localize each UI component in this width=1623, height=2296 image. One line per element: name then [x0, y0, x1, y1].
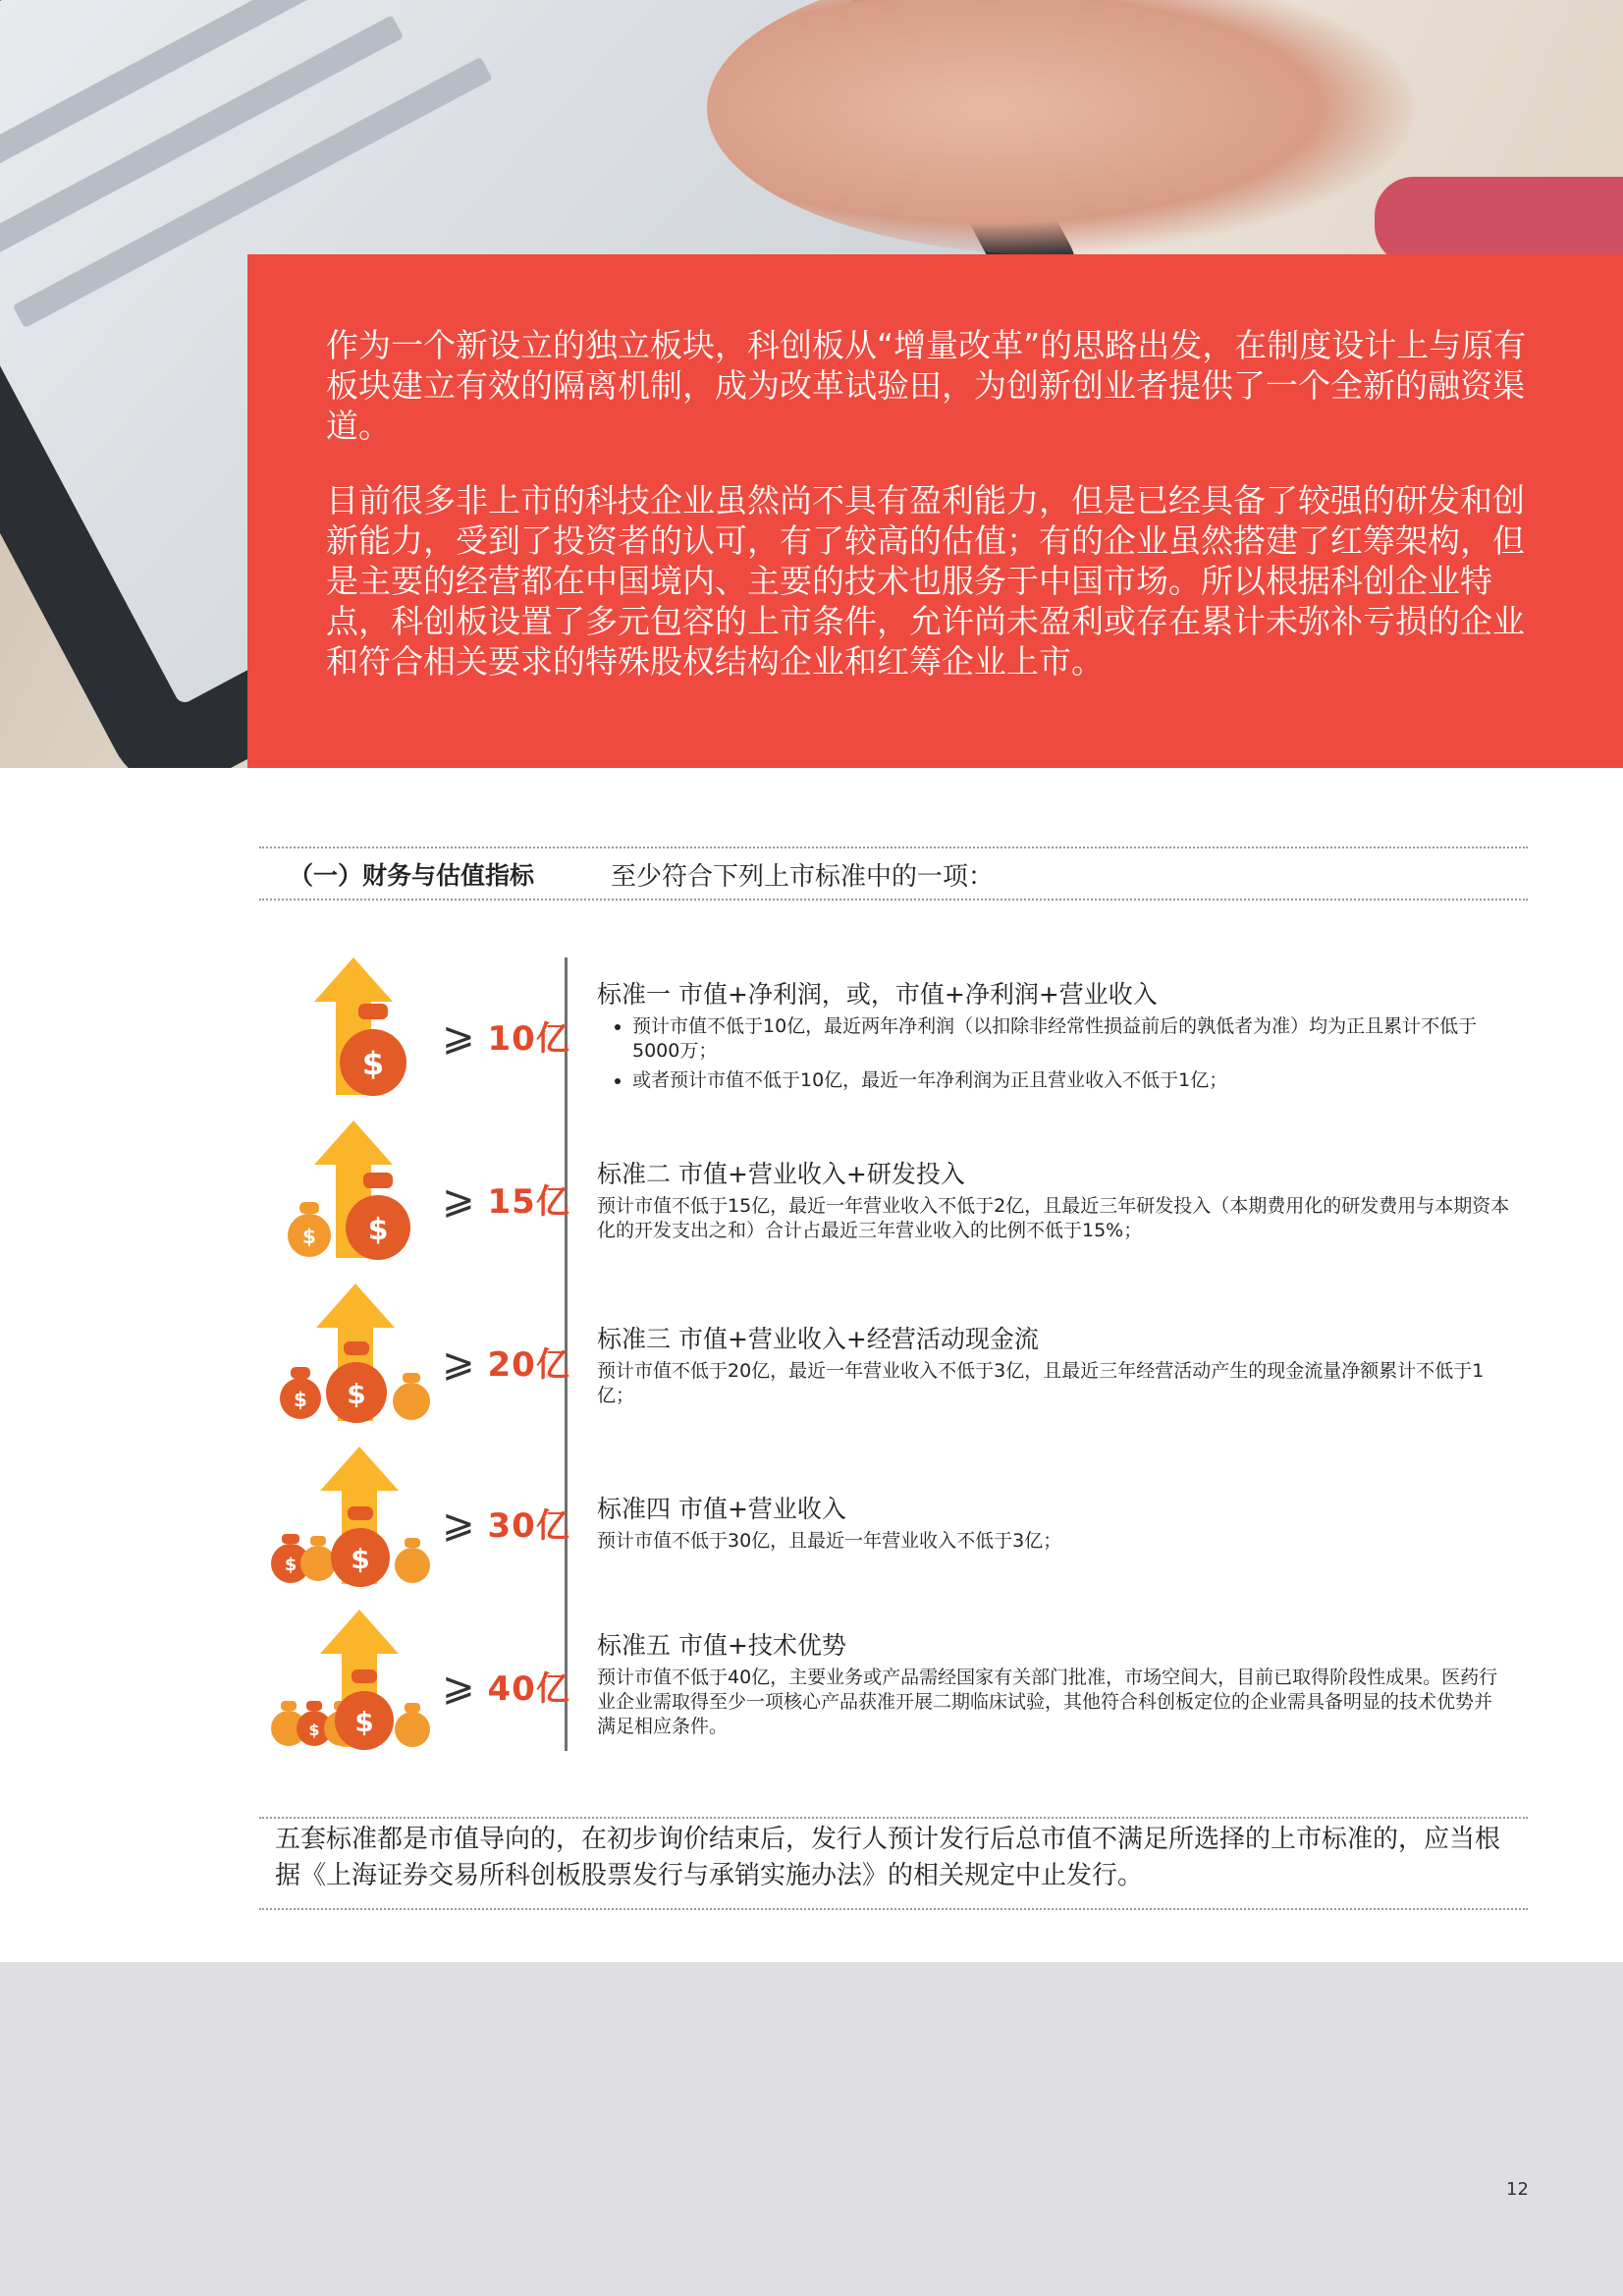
- svg-text:$: $: [351, 1543, 370, 1575]
- svg-text:$: $: [367, 1213, 389, 1247]
- intro-box: [247, 254, 1623, 768]
- money-arrow-icon: [285, 1116, 432, 1263]
- ge-symbol: ⩾: [442, 1665, 476, 1710]
- money-bag-icon: [326, 1341, 387, 1423]
- svg-text:$: $: [302, 1225, 316, 1248]
- money-bag-icon: [331, 1506, 390, 1587]
- page-number: 12: [1506, 2179, 1529, 2200]
- screen-bar: [0, 0, 471, 190]
- money-arrow-icon: [285, 953, 432, 1100]
- dotted-divider: [259, 1908, 1528, 1910]
- standard-4: [597, 1490, 1510, 1554]
- standard-title: 标准一 市值+净利润，或，市值+净利润+营业收入: [597, 980, 1158, 1009]
- standard-body: 预计市值不低于40亿，主要业务或产品需经国家有关部门批准，市场空间大，目前已取得阶段性成果。医药行业企业需取得至少一项核心产品获准开展二期临床试验，其他符合科创板定位的企业需具备明显的技术优势并满足相应条件。: [597, 1667, 1498, 1737]
- footer-band: [0, 1962, 1623, 2296]
- svg-text:$: $: [294, 1388, 307, 1411]
- money-arrow-icon: [269, 1605, 436, 1752]
- standard-bullet: • 预计市值不低于10亿，最近两年净利润（以扣除非经常性损益前后的孰低者为准）均为正且累计不低于5000万；: [632, 1014, 1510, 1064]
- dotted-divider: [259, 899, 1528, 901]
- svg-text:$: $: [347, 1378, 366, 1410]
- money-bag-icon: [288, 1202, 331, 1257]
- svg-text:$: $: [361, 1045, 385, 1082]
- threshold-value: 10亿: [487, 1019, 570, 1059]
- standard-3: [597, 1320, 1510, 1408]
- standard-title: 标准五 市值+技术优势: [597, 1631, 846, 1660]
- intro-paragraph-1: 作为一个新设立的独立板块，科创板从“增量改革”的思路出发，在制度设计上与原有板块建立有效的隔离机制，成为改革试验田，为创新创业者提供了一个全新的融资渠道。: [326, 326, 1527, 445]
- intro-paragraph-2: 目前很多非上市的科技企业虽然尚不具有盈利能力，但是已经具备了较强的研发和创新能力，受到了投资者的认可，有了较高的估值；有的企业虽然搭建了红筹架构，但是主要的经营都在中国境内、主要的技术也服务于中国市场。所以根据科创企业特点，科创板设置了多元包容的上市条件，允许尚未盈利或存在累计未弥补亏损的企业和符合相关要求的特殊股权结构企业和红筹企业上市。: [326, 481, 1525, 681]
- standard-1: [597, 975, 1510, 1098]
- dotted-divider: [259, 847, 1528, 848]
- standard-body: 预计市值不低于30亿，且最近一年营业收入不低于3亿；: [597, 1530, 1062, 1552]
- ge-symbol: ⩾: [442, 1340, 476, 1386]
- summary-text: 五套标准都是市值导向的，在初步询价结束后，发行人预计发行后总市值不满足所选择的上市标准的，应当根据《上海证券交易所科创板股票发行与承销实施办法》的相关规定中止发行。: [275, 1825, 1501, 1890]
- standard-title: 标准三 市值+营业收入+经营活动现金流: [597, 1325, 1039, 1353]
- standard-title: 标准二 市值+营业收入+研发投入: [597, 1160, 965, 1188]
- threshold-value: 20亿: [487, 1345, 570, 1385]
- ge-symbol: ⩾: [442, 1014, 476, 1060]
- market-cap-threshold: [442, 1011, 570, 1060]
- ge-symbol: ⩾: [442, 1502, 476, 1547]
- ge-symbol: ⩾: [442, 1177, 476, 1223]
- dotted-divider: [259, 1817, 1528, 1819]
- money-bag-icon: [300, 1536, 336, 1581]
- standard-body: 预计市值不低于15亿，最近一年营业收入不低于2亿，且最近三年研发投入（本期费用化的研发费用与本期资本化的开发支出之和）合计占最近三年营业收入的比例不低于15%；: [597, 1195, 1510, 1241]
- svg-text:$: $: [308, 1721, 320, 1739]
- money-bag-icon: [395, 1703, 430, 1747]
- market-cap-threshold: [442, 1338, 570, 1386]
- standard-body: 预计市值不低于20亿，最近一年营业收入不低于3亿，且最近三年经营活动产生的现金流量净额累计不低于1亿；: [597, 1360, 1485, 1406]
- money-arrow-icon: [277, 1279, 434, 1426]
- standard-bullet: • 或者预计市值不低于10亿，最近一年净利润为正且营业收入不低于1亿；: [632, 1068, 1510, 1093]
- standard-5: [597, 1626, 1510, 1739]
- sleeve-image: [1375, 177, 1623, 265]
- market-cap-threshold: [442, 1175, 570, 1223]
- money-bag-icon: [393, 1373, 430, 1420]
- svg-text:$: $: [354, 1706, 374, 1738]
- standard-bullets: [597, 1014, 1510, 1093]
- svg-text:$: $: [284, 1555, 298, 1575]
- section-heading: （一）财务与估值指标: [289, 861, 535, 890]
- standard-title: 标准四 市值+营业收入: [597, 1495, 846, 1523]
- threshold-value: 40亿: [487, 1669, 570, 1709]
- threshold-value: 15亿: [487, 1182, 570, 1222]
- section-subheading: 至少符合下列上市标准中的一项：: [611, 862, 995, 892]
- money-arrow-icon: [269, 1442, 436, 1589]
- money-bag-icon: [395, 1538, 430, 1583]
- market-cap-threshold: [442, 1499, 570, 1547]
- threshold-value: 30亿: [487, 1506, 570, 1546]
- standard-2: [597, 1155, 1510, 1243]
- money-bag-icon: [280, 1367, 321, 1419]
- market-cap-threshold: [442, 1662, 570, 1710]
